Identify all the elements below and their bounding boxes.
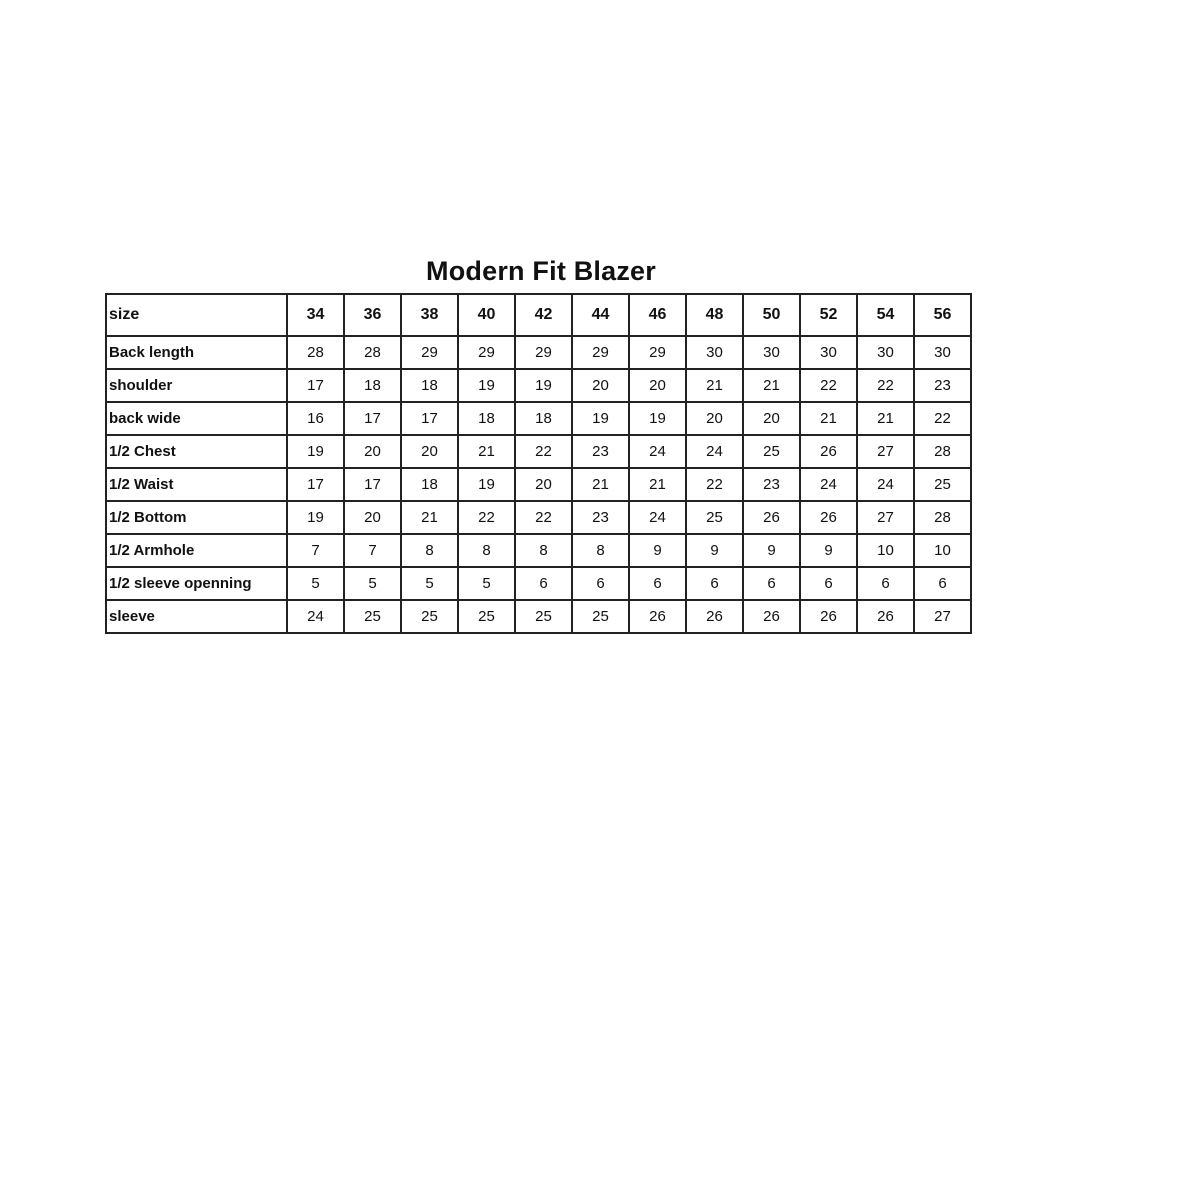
measurement-cell: 30 bbox=[743, 336, 800, 369]
measurement-cell: 30 bbox=[686, 336, 743, 369]
measurement-cell: 24 bbox=[287, 600, 344, 633]
row-label: 1/2 Waist bbox=[106, 468, 287, 501]
measurement-cell: 9 bbox=[800, 534, 857, 567]
header-row bbox=[106, 294, 971, 336]
size-header-cell: 46 bbox=[629, 294, 686, 336]
measurement-cell: 25 bbox=[515, 600, 572, 633]
measurement-cell: 25 bbox=[344, 600, 401, 633]
row-label: back wide bbox=[106, 402, 287, 435]
measurement-cell: 17 bbox=[344, 468, 401, 501]
measurement-cell: 19 bbox=[287, 501, 344, 534]
size-header-cell: 52 bbox=[800, 294, 857, 336]
measurement-cell: 25 bbox=[914, 468, 971, 501]
size-header-cell: 54 bbox=[857, 294, 914, 336]
measurement-cell: 25 bbox=[458, 600, 515, 633]
measurement-cell: 26 bbox=[686, 600, 743, 633]
measurement-cell: 26 bbox=[743, 600, 800, 633]
measurement-cell: 29 bbox=[572, 336, 629, 369]
measurement-cell: 23 bbox=[572, 501, 629, 534]
measurement-cell: 9 bbox=[743, 534, 800, 567]
measurement-cell: 20 bbox=[629, 369, 686, 402]
row-label: 1/2 Armhole bbox=[106, 534, 287, 567]
measurement-cell: 23 bbox=[572, 435, 629, 468]
measurement-cell: 26 bbox=[800, 435, 857, 468]
measurement-cell: 23 bbox=[914, 369, 971, 402]
measurement-cell: 19 bbox=[629, 402, 686, 435]
measurement-cell: 9 bbox=[686, 534, 743, 567]
measurement-cell: 5 bbox=[401, 567, 458, 600]
size-header-label: size bbox=[106, 294, 287, 336]
measurement-cell: 29 bbox=[515, 336, 572, 369]
table-row bbox=[106, 534, 971, 567]
measurement-cell: 18 bbox=[401, 468, 458, 501]
measurement-cell: 23 bbox=[743, 468, 800, 501]
measurement-cell: 22 bbox=[458, 501, 515, 534]
measurement-cell: 25 bbox=[743, 435, 800, 468]
measurement-cell: 9 bbox=[629, 534, 686, 567]
measurement-cell: 18 bbox=[401, 369, 458, 402]
measurement-cell: 8 bbox=[458, 534, 515, 567]
measurement-cell: 8 bbox=[515, 534, 572, 567]
measurement-cell: 5 bbox=[344, 567, 401, 600]
measurement-cell: 26 bbox=[629, 600, 686, 633]
measurement-cell: 20 bbox=[572, 369, 629, 402]
measurement-cell: 8 bbox=[401, 534, 458, 567]
measurement-cell: 28 bbox=[914, 435, 971, 468]
measurement-cell: 18 bbox=[344, 369, 401, 402]
measurement-cell: 25 bbox=[686, 501, 743, 534]
measurement-cell: 7 bbox=[344, 534, 401, 567]
measurement-cell: 21 bbox=[800, 402, 857, 435]
measurement-cell: 29 bbox=[629, 336, 686, 369]
measurement-cell: 20 bbox=[515, 468, 572, 501]
measurement-cell: 18 bbox=[458, 402, 515, 435]
measurement-cell: 6 bbox=[800, 567, 857, 600]
measurement-cell: 17 bbox=[287, 468, 344, 501]
measurement-cell: 21 bbox=[629, 468, 686, 501]
measurement-cell: 28 bbox=[914, 501, 971, 534]
measurement-cell: 26 bbox=[800, 600, 857, 633]
table-row bbox=[106, 369, 971, 402]
measurement-cell: 17 bbox=[344, 402, 401, 435]
measurement-cell: 17 bbox=[287, 369, 344, 402]
measurement-cell: 21 bbox=[401, 501, 458, 534]
size-header-cell: 34 bbox=[287, 294, 344, 336]
measurement-cell: 26 bbox=[743, 501, 800, 534]
row-label: 1/2 Chest bbox=[106, 435, 287, 468]
measurement-cell: 20 bbox=[344, 501, 401, 534]
measurement-cell: 30 bbox=[914, 336, 971, 369]
measurement-cell: 26 bbox=[857, 600, 914, 633]
measurement-cell: 6 bbox=[629, 567, 686, 600]
measurement-cell: 17 bbox=[401, 402, 458, 435]
measurement-cell: 22 bbox=[914, 402, 971, 435]
measurement-cell: 19 bbox=[572, 402, 629, 435]
table-row bbox=[106, 435, 971, 468]
size-header-cell: 48 bbox=[686, 294, 743, 336]
measurement-cell: 20 bbox=[743, 402, 800, 435]
measurement-cell: 21 bbox=[572, 468, 629, 501]
measurement-cell: 8 bbox=[572, 534, 629, 567]
size-header-cell: 38 bbox=[401, 294, 458, 336]
size-header-cell: 44 bbox=[572, 294, 629, 336]
measurement-cell: 24 bbox=[686, 435, 743, 468]
measurement-cell: 7 bbox=[287, 534, 344, 567]
measurement-cell: 6 bbox=[914, 567, 971, 600]
measurement-cell: 25 bbox=[401, 600, 458, 633]
page-title: Modern Fit Blazer bbox=[426, 256, 656, 286]
table-row bbox=[106, 567, 971, 600]
measurement-cell: 24 bbox=[629, 501, 686, 534]
size-header-cell: 40 bbox=[458, 294, 515, 336]
measurement-cell: 27 bbox=[857, 501, 914, 534]
size-header-cell: 36 bbox=[344, 294, 401, 336]
measurement-cell: 19 bbox=[287, 435, 344, 468]
row-label: sleeve bbox=[106, 600, 287, 633]
measurement-cell: 24 bbox=[800, 468, 857, 501]
measurement-cell: 22 bbox=[857, 369, 914, 402]
table-row bbox=[106, 336, 971, 369]
table-row bbox=[106, 468, 971, 501]
size-header-cell: 56 bbox=[914, 294, 971, 336]
measurement-cell: 5 bbox=[458, 567, 515, 600]
table-row bbox=[106, 501, 971, 534]
measurement-cell: 10 bbox=[857, 534, 914, 567]
size-header-cell: 50 bbox=[743, 294, 800, 336]
measurement-cell: 27 bbox=[857, 435, 914, 468]
measurement-cell: 24 bbox=[629, 435, 686, 468]
measurement-cell: 22 bbox=[515, 435, 572, 468]
measurement-cell: 21 bbox=[686, 369, 743, 402]
measurement-cell: 21 bbox=[743, 369, 800, 402]
measurement-cell: 30 bbox=[800, 336, 857, 369]
measurement-cell: 21 bbox=[458, 435, 515, 468]
measurement-cell: 30 bbox=[857, 336, 914, 369]
measurement-cell: 20 bbox=[686, 402, 743, 435]
size-chart-table bbox=[105, 293, 972, 634]
row-label: Back length bbox=[106, 336, 287, 369]
measurement-cell: 19 bbox=[458, 369, 515, 402]
measurement-cell: 6 bbox=[857, 567, 914, 600]
measurement-cell: 20 bbox=[401, 435, 458, 468]
table-row bbox=[106, 402, 971, 435]
measurement-cell: 6 bbox=[686, 567, 743, 600]
row-label: 1/2 Bottom bbox=[106, 501, 287, 534]
measurement-cell: 29 bbox=[458, 336, 515, 369]
measurement-cell: 24 bbox=[857, 468, 914, 501]
measurement-cell: 27 bbox=[914, 600, 971, 633]
measurement-cell: 16 bbox=[287, 402, 344, 435]
measurement-cell: 20 bbox=[344, 435, 401, 468]
measurement-cell: 18 bbox=[515, 402, 572, 435]
measurement-cell: 10 bbox=[914, 534, 971, 567]
measurement-cell: 28 bbox=[344, 336, 401, 369]
measurement-cell: 22 bbox=[515, 501, 572, 534]
measurement-cell: 6 bbox=[572, 567, 629, 600]
measurement-cell: 29 bbox=[401, 336, 458, 369]
measurement-cell: 25 bbox=[572, 600, 629, 633]
measurement-cell: 28 bbox=[287, 336, 344, 369]
measurement-cell: 6 bbox=[515, 567, 572, 600]
table-row bbox=[106, 600, 971, 633]
measurement-cell: 26 bbox=[800, 501, 857, 534]
measurement-cell: 19 bbox=[515, 369, 572, 402]
measurement-cell: 22 bbox=[686, 468, 743, 501]
measurement-cell: 22 bbox=[800, 369, 857, 402]
measurement-cell: 6 bbox=[743, 567, 800, 600]
row-label: 1/2 sleeve openning bbox=[106, 567, 287, 600]
row-label: shoulder bbox=[106, 369, 287, 402]
measurement-cell: 21 bbox=[857, 402, 914, 435]
measurement-cell: 5 bbox=[287, 567, 344, 600]
measurement-cell: 19 bbox=[458, 468, 515, 501]
size-header-cell: 42 bbox=[515, 294, 572, 336]
